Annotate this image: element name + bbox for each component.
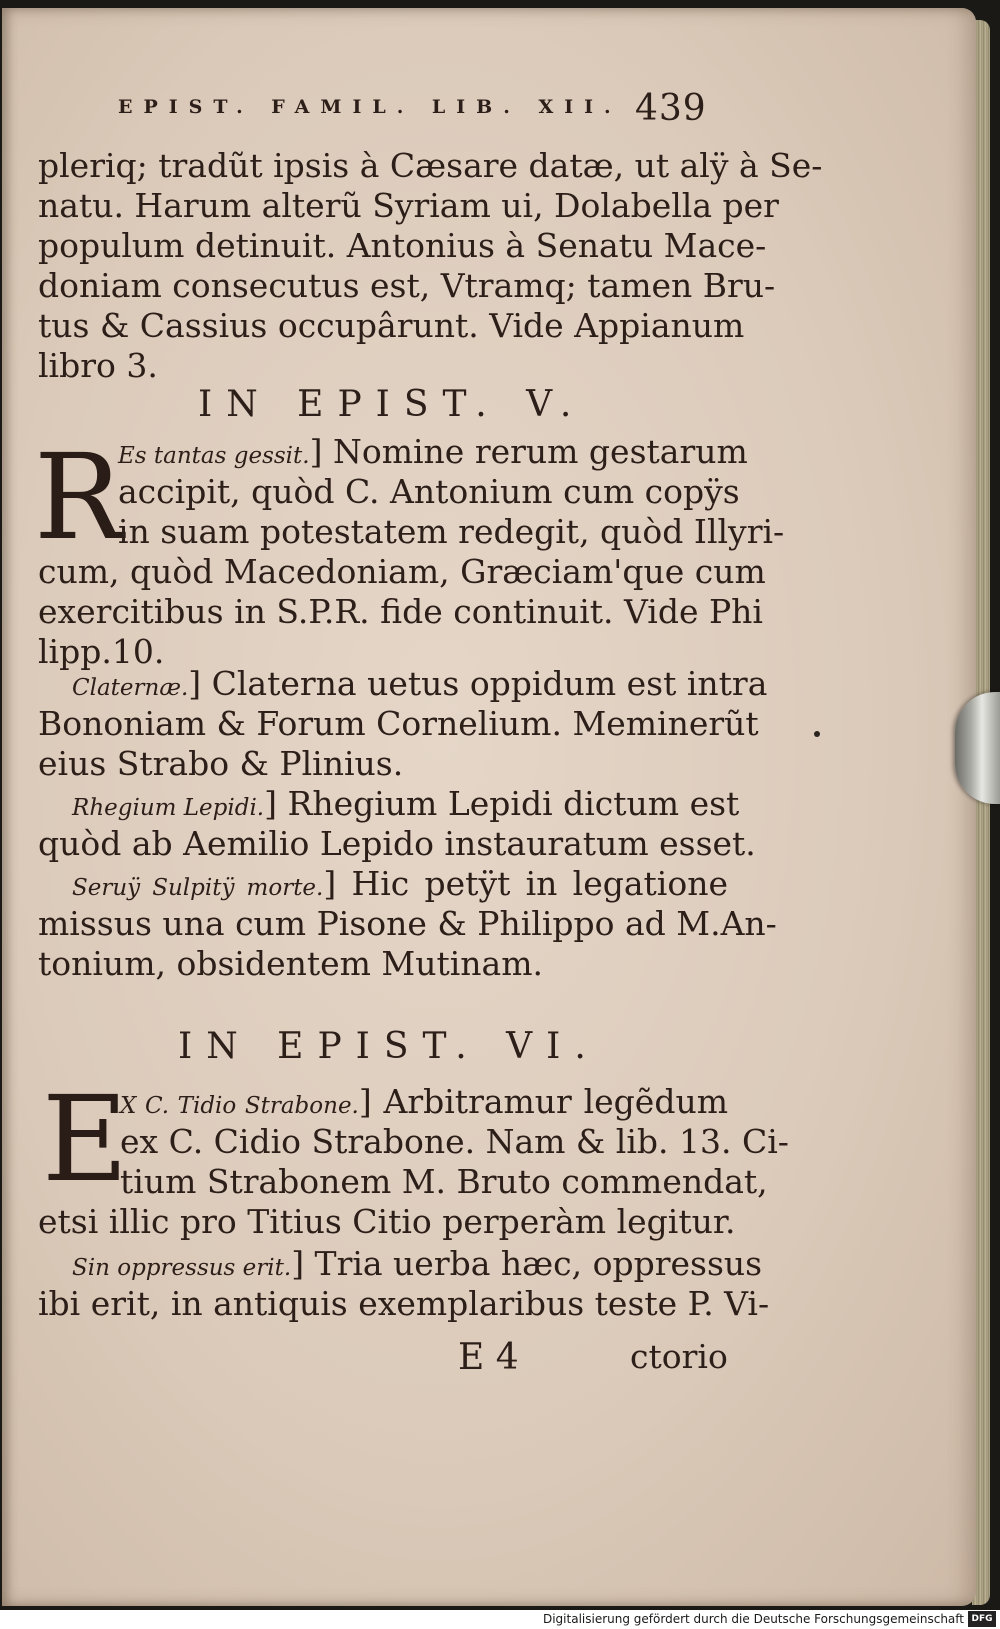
- commentary: ] Nomine rerum gestarum: [309, 432, 748, 471]
- lemma: Seruÿ Sulpitÿ morte.: [72, 875, 324, 901]
- text-line: quòd ab Aemilio Lepido instauratum esset.: [38, 824, 756, 863]
- text-line: ex C. Cidio Strabone. Nam & lib. 13. Ci-: [120, 1122, 789, 1161]
- text-line: ibi erit, in antiquis exemplaribus teste P. Vi-: [38, 1284, 770, 1323]
- lemma: X C. Tidio Strabone.: [120, 1093, 359, 1119]
- text-line: doniam consecutus est, Vtramq; tamen Bru-: [38, 266, 776, 305]
- text-line: [72, 784, 740, 828]
- commentary: ] Hic petÿt in legatione: [323, 864, 728, 903]
- catchword: ctorio: [630, 1337, 728, 1376]
- text-line: in suam potestatem redegit, quòd Illyri-: [118, 512, 785, 551]
- text-line: [120, 1082, 728, 1126]
- text-line: cum, quòd Macedoniam, Græciam'que cum: [38, 552, 766, 591]
- text-line: [72, 864, 728, 908]
- commentary: ] Rhegium Lepidi dictum est: [264, 784, 740, 823]
- digitization-credit: Digitalisierung gefördert durch die Deutsche Forschungsgemeinschaft: [542, 1612, 964, 1626]
- ink-dot: [814, 731, 820, 737]
- running-head: EPIST. FAMIL. LIB. XII.: [118, 96, 622, 118]
- text-line: etsi illic pro Titius Citio perperàm legitur.: [38, 1202, 736, 1241]
- commentary: ] Claterna uetus oppidum est intra: [188, 664, 768, 703]
- commentary: ] Arbitramur legẽdum: [358, 1082, 729, 1121]
- dfg-logo: DFG: [968, 1611, 996, 1627]
- text-line: eius Strabo & Plinius.: [38, 744, 404, 783]
- text-line: [72, 1244, 763, 1288]
- lemma: Es tantas gessit.: [118, 443, 310, 469]
- text-line: libro 3.: [38, 346, 158, 385]
- text-line: pleriq; tradũt ipsis à Cæsare datæ, ut alÿ à Se-: [38, 146, 823, 185]
- page-clip: [955, 692, 1000, 804]
- text-line: missus una cum Pisone & Philippo ad M.An-: [38, 904, 777, 943]
- section-heading: IN EPIST. VI.: [178, 1026, 600, 1067]
- lemma: Sin oppressus erit.: [72, 1255, 292, 1281]
- text-line: [72, 664, 768, 708]
- lemma: Claternæ.: [72, 675, 189, 701]
- text-line: lipp.10.: [38, 632, 165, 671]
- signature-mark: E 4: [458, 1337, 519, 1378]
- commentary: ] Tria uerba hæc, oppressus: [291, 1244, 763, 1283]
- text-line: accipit, quòd C. Antonium cum copÿs: [118, 472, 740, 511]
- text-line: natu. Harum alterũ Syriam ui, Dolabella per: [38, 186, 779, 225]
- text-line: exercitibus in S.P.R. fide continuit. Vide Phi: [38, 592, 763, 631]
- page-number: 439: [635, 88, 707, 129]
- text-line: tus & Cassius occupârunt. Vide Appianum: [38, 306, 745, 345]
- text-line: populum detinuit. Antonius à Senatu Mace-: [38, 226, 767, 265]
- section-heading: IN EPIST. V.: [198, 384, 586, 425]
- drop-initial: E: [42, 1070, 129, 1208]
- text-line: tonium, obsidentem Mutinam.: [38, 944, 543, 983]
- lemma: Rhegium Lepidi.: [72, 795, 265, 821]
- text-line: [118, 432, 748, 476]
- text-line: Bononiam & Forum Cornelium. Meminerũt: [38, 704, 759, 743]
- drop-initial: R: [34, 428, 123, 566]
- text-line: tium Strabonem M. Bruto commendat,: [120, 1162, 768, 1201]
